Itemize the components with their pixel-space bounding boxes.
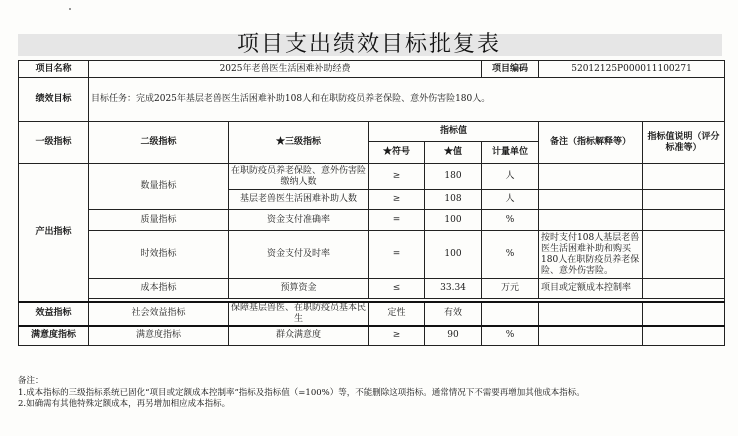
indicator-unit: %	[482, 326, 539, 346]
indicator-remark	[539, 302, 643, 326]
indicator-name: 群众满意度	[229, 326, 369, 346]
indicator-value: 有效	[425, 302, 482, 326]
table-row	[19, 164, 725, 190]
indicator-name: 在职防疫员养老保险、意外伤害险缴纳人数	[229, 164, 369, 190]
col-value: ★值	[425, 142, 482, 164]
page-title: 项目支出绩效目标批复表	[236, 32, 501, 57]
output-label: 产出指标	[19, 164, 89, 302]
notes	[18, 376, 728, 411]
col-unit: 计量单位	[482, 142, 539, 164]
indicator-unit	[482, 302, 539, 326]
note-line-2: 2.如确需有其他特殊定额成本，再另增加相应成本指标。	[18, 399, 231, 409]
goal-row	[19, 78, 725, 122]
indicator-remark: 项目或定额成本控制率	[539, 279, 643, 299]
benefit-label: 效益指标	[19, 302, 89, 326]
satisfaction-sub-label: 满意度指标	[89, 326, 229, 346]
indicator-symbol: ≥	[369, 190, 425, 210]
indicator-explain	[643, 210, 725, 231]
notes-heading: 备注：	[18, 376, 44, 386]
timeliness-label: 时效指标	[89, 231, 229, 279]
indicator-remark	[539, 326, 643, 346]
indicator-explain	[643, 231, 725, 279]
project-row	[19, 61, 725, 78]
col-level2: 二级指标	[89, 122, 229, 164]
indicator-explain	[643, 302, 725, 326]
indicator-name: 保障基层兽医、在职防疫员基本民生	[229, 302, 369, 326]
table-row	[19, 326, 725, 346]
indicator-name: 基层老兽医生活困难补助人数	[229, 190, 369, 210]
indicator-explain	[643, 279, 725, 299]
indicator-remark	[539, 210, 643, 231]
indicator-unit: 人	[482, 164, 539, 190]
quantity-label: 数量指标	[89, 164, 229, 210]
goal-text: 目标任务：完成2025年基层老兽医生活困难补助108人和在职防疫员养老保险、意外伤害险180人。	[89, 78, 725, 122]
scan-speck	[69, 8, 71, 10]
cost-label: 成本指标	[89, 279, 229, 299]
indicator-value: 180	[425, 164, 482, 190]
col-explain: 指标值说明（评分标准等）	[643, 122, 725, 164]
col-symbol: ★符号	[369, 142, 425, 164]
col-level3: ★三级指标	[229, 122, 369, 164]
project-code-value: 52012125P000011100271	[539, 61, 725, 78]
indicator-explain	[643, 326, 725, 346]
indicator-unit: %	[482, 231, 539, 279]
indicator-remark: 按时支付108人基层老兽医生活困难补助和购买180人在职防疫员养老保险、意外伤害险。	[539, 231, 643, 279]
indicator-value: 108	[425, 190, 482, 210]
indicator-name: 资金支付准确率	[229, 210, 369, 231]
benefit-sub-label: 社会效益指标	[89, 302, 229, 326]
indicator-symbol: ≤	[369, 279, 425, 299]
indicator-name: 资金支付及时率	[229, 231, 369, 279]
col-level1: 一级指标	[19, 122, 89, 164]
indicator-symbol: =	[369, 210, 425, 231]
table-row	[19, 210, 725, 231]
indicator-value: 100	[425, 231, 482, 279]
satisfaction-label: 满意度指标	[19, 326, 89, 346]
project-code-label: 项目编码	[482, 61, 539, 78]
col-remark: 备注（指标解释等）	[539, 122, 643, 164]
indicator-value: 90	[425, 326, 482, 346]
indicator-remark	[539, 164, 643, 190]
indicator-explain	[643, 164, 725, 190]
note-line-1: 1.成本指标的三级指标系统已固化“项目或定额成本控制率”指标及指标值（=100%）等，不能删除这项指标。通常情况下不需要再增加其他成本指标。	[18, 387, 585, 398]
indicator-unit: 万元	[482, 279, 539, 299]
indicator-name: 预算资金	[229, 279, 369, 299]
goal-label: 绩效目标	[19, 78, 89, 122]
indicator-symbol: ≥	[369, 164, 425, 190]
indicator-unit: %	[482, 210, 539, 231]
indicator-explain	[643, 190, 725, 210]
project-name-value: 2025年老兽医生活困难补助经费	[89, 61, 482, 78]
approval-table	[18, 60, 725, 346]
indicator-unit: 人	[482, 190, 539, 210]
indicator-value: 100	[425, 210, 482, 231]
indicator-symbol: 定性	[369, 302, 425, 326]
project-name-label: 项目名称	[19, 61, 89, 78]
quality-label: 质量指标	[89, 210, 229, 231]
table-row	[19, 302, 725, 326]
indicator-value: 33.34	[425, 279, 482, 299]
indicator-remark	[539, 190, 643, 210]
col-value-group: 指标值	[369, 122, 539, 142]
table-row	[19, 231, 725, 279]
indicator-symbol: =	[369, 231, 425, 279]
indicator-symbol: ≥	[369, 326, 425, 346]
header-row	[19, 122, 725, 142]
table-row	[19, 279, 725, 299]
